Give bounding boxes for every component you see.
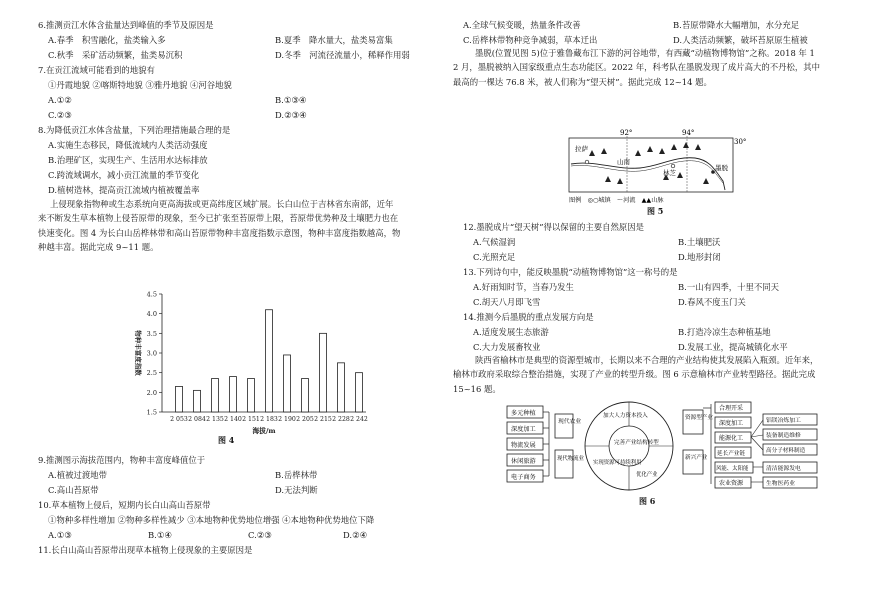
q6-option-b: B.夏季 降水量大，盐类易富集 [275, 35, 393, 45]
x-tick-label: 2 135 [206, 416, 224, 423]
svg-text:物流发展: 物流发展 [511, 442, 536, 449]
place-linzhi: 林芝 [663, 169, 676, 177]
passage-yulin: 陕西省榆林市是典型的资源型城市，长期以来不合理的产业结构使其发展陷入瓶颈。近年来， 榆林市政府采取综合整治措施，实现了产业的转型升级。图 6 示意榆林市产业转型路径。据此完成 15~16 题。 [453, 355, 819, 394]
svg-text:高分子材料制造: 高分子材料制造 [766, 448, 806, 454]
y-axis-label: 物种丰富度指数 [134, 330, 142, 376]
q7-option-d: D.②③④ [275, 110, 307, 120]
q10-option-b: B.①④ [148, 530, 172, 540]
q12-option-d: D.地形封闭 [678, 252, 721, 262]
q11-option-c: C.岳桦林带物种竞争减弱，草本迁出 [463, 35, 598, 45]
bar [302, 379, 309, 412]
q13-option-a: A.好雨知时节，当春乃发生 [473, 282, 574, 292]
q11-stem: 11.长白山高山苔原带出现草本植物上侵现象的主要原因是 [38, 545, 253, 555]
x-tick-label: 2 084 [188, 416, 206, 423]
q7-option-b: B.①③④ [275, 95, 307, 105]
x-tick-label: 2 151 [242, 416, 260, 423]
bar [212, 379, 219, 412]
passage-medog: 墨脱(位置见图 5)位于雅鲁藏布江下游的河谷地带，有西藏“动植物博物馆”之称。2018 年 1 2 月，墨脱被纳入国家级重点生态功能区。2022 年，科考队在墨脱发现了成片高大的不丹松，其中 最高的一棵达 76.8 米，被人们称为“望天树”。据此完成 12~14 题。 [453, 48, 820, 87]
y-tick-label: 4.5 [146, 290, 157, 299]
x-tick-label: 2 215 [314, 416, 332, 423]
bar [194, 390, 201, 412]
q8-option-d: D.植树造林，提高贡江流域内植被覆盖率 [48, 185, 200, 195]
x-axis-label: 海拔/m [252, 427, 276, 435]
svg-text:能源化工: 能源化工 [719, 435, 744, 442]
q12-stem: 12.墨脱成片“望天树”得以保留的主要自然原因是 [463, 222, 645, 232]
q7-numbered-options: ①丹霞地貌 ②喀斯特地貌 ③雅丹地貌 ④河谷地貌 [48, 80, 232, 90]
fig6-modern-agri: 现代农业 [558, 419, 582, 425]
q6-option-c: C.秋季 采矿活动频繁，盐类易沉积 [48, 50, 183, 60]
q9-stem: 9.推测图示海拔范围内，物种丰富度峰值位于 [38, 455, 206, 465]
place-lhasa: 拉萨 [575, 145, 588, 153]
fig6-far-right-boxes [763, 414, 817, 488]
passage-changbai: 上侵现象指物种或生态系统向更高海拔或更高纬度区域扩展。长白山位于吉林省东南部，近年 来不断发生草本植物上侵苔原带的现象，至今已扩张至苔原带上限，苔原带优势种及土壤肥力也在 快速变化。图 4 为长白山岳桦林带和高山苔原带物种丰富度指数示意图，物种丰富度指数越高，物 种越丰富。据此完成 9~11 题。 [38, 199, 401, 252]
q9-option-d: D.无法判断 [275, 485, 318, 495]
fig6-center: 完善产业结构转型 [614, 440, 659, 446]
x-tick-label: 2 242 [350, 416, 368, 423]
svg-text:电子商务: 电子商务 [511, 474, 536, 481]
q13-option-b: B.一山有四季，十里不同天 [678, 282, 779, 292]
place-medog: 墨脱 [715, 164, 728, 172]
q13-option-c: C.胡天八月即飞雪 [473, 297, 541, 307]
x-tick-label: 2 228 [332, 416, 350, 423]
fig6-ring-top: 加大人力资本投入 [603, 413, 648, 419]
figure5-legend: 图例 ◎○城镇 〜河流 ▲▲山脉 [569, 197, 664, 204]
svg-text:生物医药业: 生物医药业 [766, 481, 795, 487]
svg-text:清洁能源发电: 清洁能源发电 [766, 466, 801, 472]
q14-option-c: C.大力发展畜牧业 [473, 342, 541, 352]
q8-option-a: A.实施生态移民，降低流域内人类活动强度 [48, 140, 208, 150]
q10-option-a: A.①③ [48, 530, 72, 540]
fig6-resource-industry: 资源型产业 [685, 415, 713, 421]
x-tick-label: 2 190 [278, 416, 296, 423]
q8-stem: 8.为降低贡江水体含盐量，下列治理措施最合理的是 [38, 125, 231, 135]
q14-stem: 14.推测今后墨脱的重点发展方向是 [463, 312, 594, 322]
q13-stem: 13.下列诗句中，能反映墨脱“动植物博物馆”这一称号的是 [463, 267, 678, 277]
x-tick-label: 2 205 [296, 416, 314, 423]
bar [266, 310, 273, 412]
q12-option-b: B.土壤肥沃 [678, 237, 721, 247]
y-tick-label: 3.5 [146, 329, 157, 338]
figure6-diagram [501, 400, 821, 496]
q10-stem: 10.草本植物上侵后，短期内长白山高山苔原带 [38, 500, 211, 510]
svg-text:装备制造维修: 装备制造维修 [766, 433, 801, 439]
q8-option-c: C.跨流域调水，减小贡江流量的季节变化 [48, 170, 200, 180]
bar [176, 386, 183, 412]
svg-text:延长产业链: 延长产业链 [717, 451, 745, 457]
figure5-map [565, 126, 755, 208]
q6-stem: 6.推测贡江水体含盐量达到峰值的季节及原因是 [38, 20, 214, 30]
y-tick-label: 4.0 [146, 310, 157, 319]
q11-option-d: D.人类活动频繁，破坏苔原原生植被 [673, 35, 808, 45]
svg-text:深度加工: 深度加工 [511, 426, 536, 433]
q11-option-a: A.全球气候变暖，热量条件改善 [463, 20, 581, 30]
q10-option-c: C.②③ [248, 530, 272, 540]
svg-text:多元种植: 多元种植 [511, 410, 536, 417]
q10-numbered-options: ①物种多样性增加 ②物种多样性减少 ③本地物种优势地位增强 ④本地物种优势地位下降 [48, 515, 375, 525]
svg-text:铝镁冶炼加工: 铝镁冶炼加工 [766, 418, 801, 424]
y-tick-label: 3.0 [146, 349, 157, 358]
svg-text:风能、太阳能: 风能、太阳能 [716, 466, 749, 472]
x-tick-label: 2 183 [260, 416, 278, 423]
q7-option-c: C.②③ [48, 110, 72, 120]
figure4-bar-chart [116, 288, 376, 448]
svg-text:农业资源: 农业资源 [719, 480, 744, 487]
q6-option-a: A.春季 积雪融化，盐类输入多 [48, 35, 166, 45]
x-tick-label: 2 140 [224, 416, 242, 423]
q13-option-d: D.春风不度玉门关 [678, 297, 746, 307]
svg-text:深度加工: 深度加工 [719, 420, 744, 427]
figure4-caption: 图 4 [218, 435, 235, 445]
q8-option-b: B.治理矿区，实现生产、生活用水达标排放 [48, 155, 208, 165]
q9-option-a: A.植被过渡地带 [48, 470, 107, 480]
x-tick-label: 2 053 [170, 416, 188, 423]
y-tick-label: 2.0 [146, 388, 157, 397]
y-tick-label: 2.5 [146, 369, 157, 378]
q12-option-a: A.气候湿润 [473, 237, 516, 247]
place-shannan: 山南 [617, 158, 630, 166]
q11-option-b: B.苔原带降水大幅增加，水分充足 [673, 20, 800, 30]
q7-option-a: A.①② [48, 95, 72, 105]
lat-30-label: 30° [734, 138, 747, 146]
q9-option-b: B.岳桦林带 [275, 470, 318, 480]
bar [320, 333, 327, 412]
q10-option-d: D.②④ [343, 530, 368, 540]
fig6-modern-logistics: 现代物流业 [557, 456, 584, 462]
svg-text:合理开采: 合理开采 [719, 405, 744, 412]
bar [356, 373, 363, 412]
y-tick-label: 1.5 [146, 408, 157, 417]
q9-option-c: C.高山苔原带 [48, 485, 99, 495]
bar [248, 379, 255, 412]
fig6-ring-right: 优化产业 [636, 472, 658, 478]
bar [284, 355, 291, 412]
bar [338, 363, 345, 412]
q14-option-b: B.打造冷凉生态种植基地 [678, 327, 771, 337]
lon-94-label: 94° [682, 129, 695, 137]
figure5-caption: 图 5 [647, 206, 664, 216]
q6-option-d: D.冬季 河流径流量小，稀释作用弱 [275, 50, 410, 60]
fig6-emerging-industry: 新兴产业 [685, 455, 708, 461]
q14-option-a: A.适度发展生态旅游 [473, 327, 549, 337]
q7-stem: 7.在贡江流域可能看到的地貌有 [38, 65, 155, 75]
bar [230, 377, 237, 412]
q12-option-c: C.光照充足 [473, 252, 516, 262]
fig6-ring-left: 实现资源可持续利用 [593, 460, 642, 466]
q14-option-d: D.发展工业，提高城镇化水平 [678, 342, 788, 352]
figure6-caption: 图 6 [639, 496, 656, 506]
svg-text:休闲旅游: 休闲旅游 [511, 458, 536, 465]
lon-92-label: 92° [620, 129, 633, 137]
fig6-left-boxes [507, 406, 543, 482]
